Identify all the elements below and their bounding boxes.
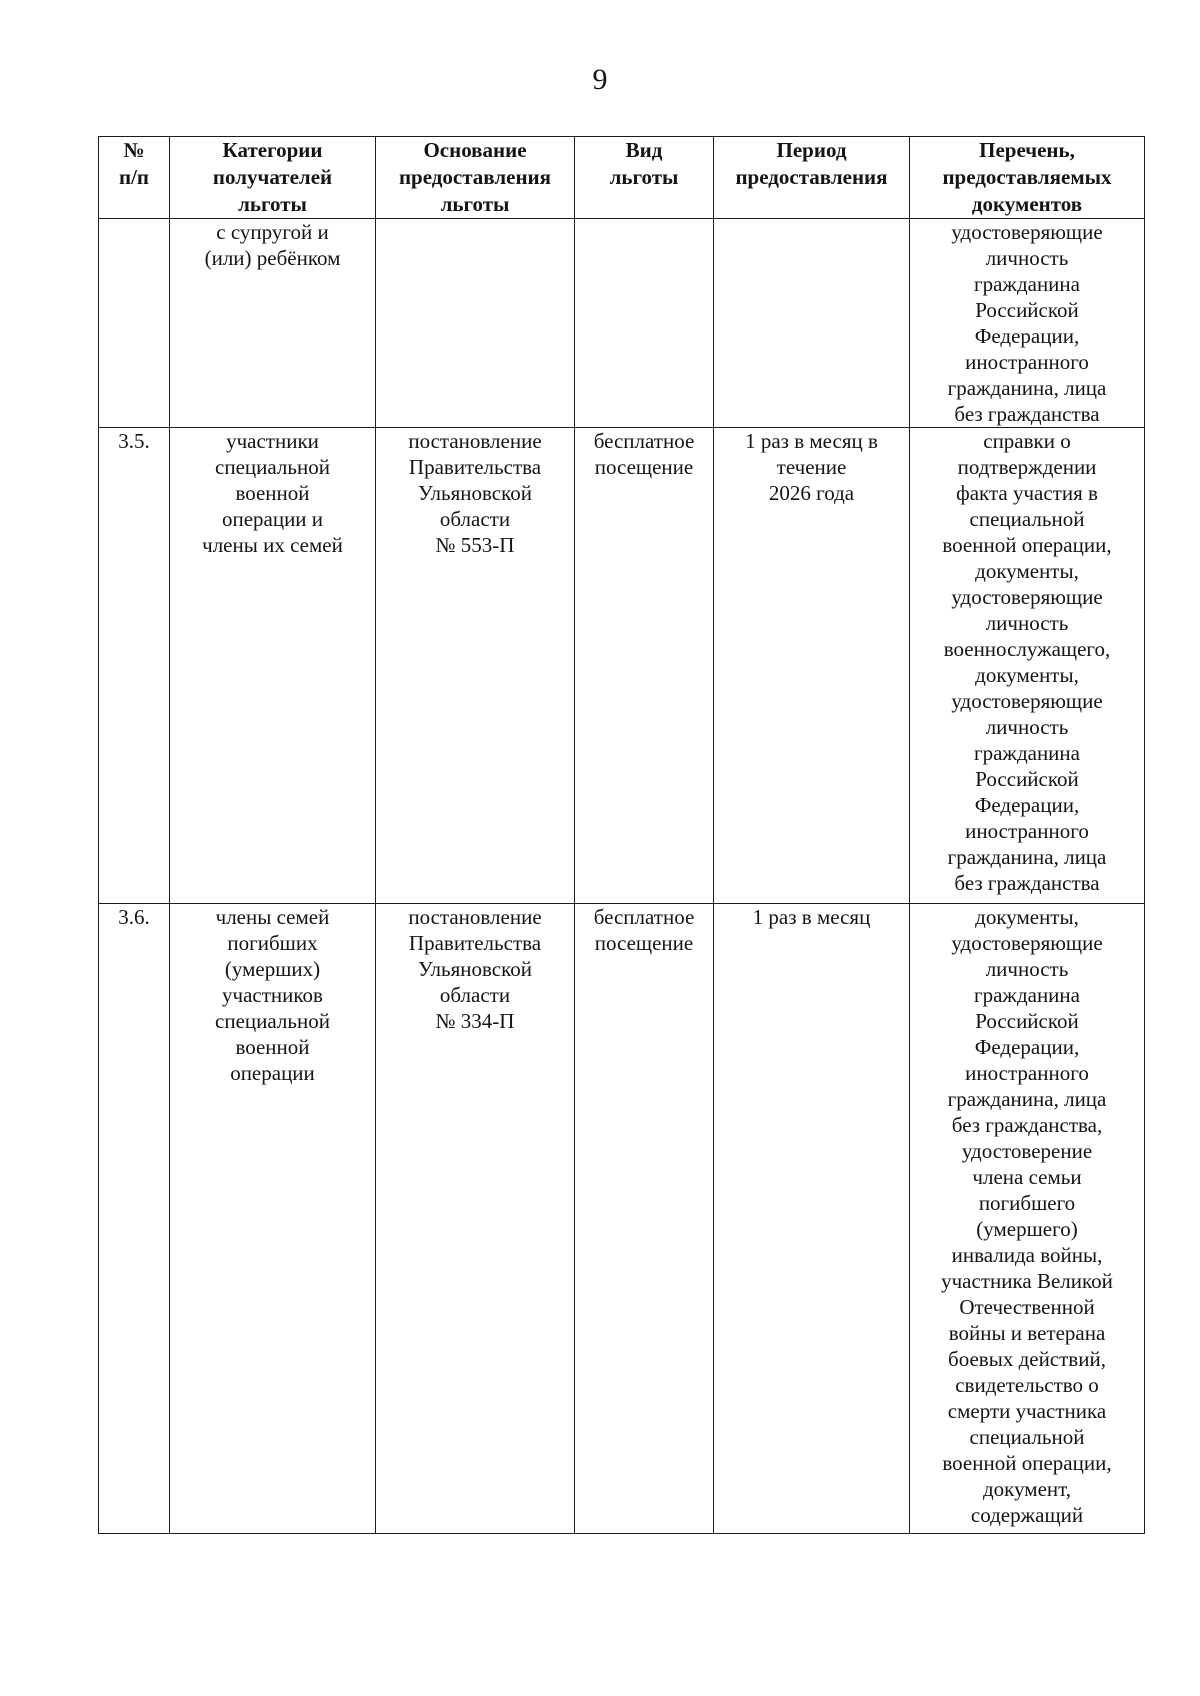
header-category: Категории получателей льготы: [170, 137, 376, 219]
cell-number: 3.6.: [99, 904, 170, 1534]
table-row: [99, 428, 1145, 904]
benefits-table: [98, 136, 1145, 1534]
cell-basis: [376, 219, 575, 428]
cell-basis: постановление Правительства Ульяновской области № 334-П: [376, 904, 575, 1534]
header-basis: Основание предоставления льготы: [376, 137, 575, 219]
cell-benefit-type: [575, 219, 714, 428]
table-row: [99, 904, 1145, 1534]
cell-documents: справки о подтверждении факта участия в специальной военной операции, документы, удостоверяющие личность военнослужащего, документы, удостоверяющие личность гражданина Российской Федерации, иностранного гражданина, лица без гражданства: [910, 428, 1145, 904]
cell-category: участники специальной военной операции и члены их семей: [170, 428, 376, 904]
cell-period: 1 раз в месяц в течение 2026 года: [714, 428, 910, 904]
header-period: Период предоставления: [714, 137, 910, 219]
cell-category: члены семей погибших (умерших) участников специальной военной операции: [170, 904, 376, 1534]
cell-period: [714, 219, 910, 428]
table-row: [99, 219, 1145, 428]
cell-documents: документы, удостоверяющие личность гражданина Российской Федерации, иностранного гражданина, лица без гражданства, удостоверение члена семьи погибшего (умершего) инвалида войны, участника Великой Отечественной войны и ветерана боевых действий, свидетельство о смерти участника специальной военной операции, документ, содержащий: [910, 904, 1145, 1534]
cell-period: 1 раз в месяц: [714, 904, 910, 1534]
cell-basis: постановление Правительства Ульяновской области № 553-П: [376, 428, 575, 904]
page-number: 9: [592, 63, 608, 96]
cell-number: 3.5.: [99, 428, 170, 904]
header-benefit-type: Вид льготы: [575, 137, 714, 219]
cell-benefit-type: бесплатное посещение: [575, 904, 714, 1534]
header-number: № п/п: [99, 137, 170, 219]
cell-category: с супругой и (или) ребёнком: [170, 219, 376, 428]
header-documents: Перечень, предоставляемых документов: [910, 137, 1145, 219]
cell-documents: удостоверяющие личность гражданина Российской Федерации, иностранного гражданина, лица без гражданства: [910, 219, 1145, 428]
table-header-row: [99, 137, 1145, 219]
cell-benefit-type: бесплатное посещение: [575, 428, 714, 904]
cell-number: [99, 219, 170, 428]
